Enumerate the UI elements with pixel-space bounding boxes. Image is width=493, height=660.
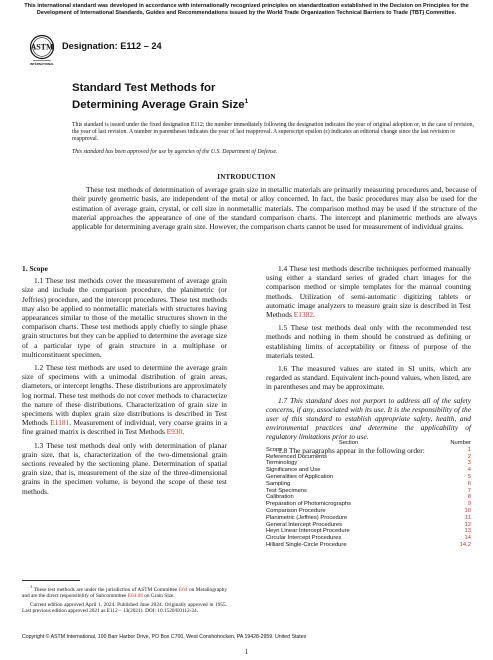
table-row	[266, 508, 471, 515]
section-table	[266, 440, 471, 549]
toc-section-number[interactable]: 9	[467, 501, 471, 508]
toc-section-name: Terminology	[266, 460, 298, 467]
link-e930[interactable]: E930	[166, 427, 183, 437]
toc-section-number[interactable]: 4	[467, 467, 471, 474]
astm-logo	[30, 33, 54, 71]
toc-section-name: Sampling	[266, 480, 291, 487]
introduction-text: These test methods of determination of average grain size in metallic materials are primarily measuring procedures and, because of their purely geometric basis, are independent of the metal or alloy concerned. In fact, the basic procedures may also be used for the estimation of average grain, crystal, or cell size in nonmetallic materials. The comparison method may be used if the structure of the material approaches the appearance of one of the standard comparison charts. The intercept and planimetric methods are always applicable for determining average grain size. However, the comparison charts cannot be used for measurement of individual grains.	[72, 185, 477, 232]
toc-section-name: Comparison Procedure	[266, 507, 326, 514]
footnote-text: on Grain Size.	[142, 593, 175, 600]
toc-section-name: Planimetric (Jeffries) Procedure	[266, 514, 348, 521]
left-column	[22, 264, 227, 500]
table-row	[266, 494, 471, 501]
svg-text:ASTM: ASTM	[30, 42, 54, 52]
footnote-edition: Current edition approved April 1, 2024. Published June 2024. Originally approved in 1955. Last previous edition approved 2021 as E112 – 13(2021). DOI: 10.1520/E0112-24.	[22, 601, 227, 614]
toc-section-name: Generalities of Application	[266, 473, 334, 480]
toc-section-number[interactable]: 10	[464, 507, 471, 514]
table-row	[266, 542, 471, 549]
introduction-heading: INTRODUCTION	[217, 173, 276, 181]
toc-section-number[interactable]: 8	[467, 494, 471, 501]
toc-section-name: Scope	[266, 446, 283, 453]
paragraph-text: 1.2 These test methods are used to determine the average grain size of specimens with a unimodal distribution of grain areas, diameters, or intercept lengths. These distributions are approximately log normal. These test methods do not cover methods to characterize the nature of these distributions. Characterization of grain size in specimens with duplex grain size distributions is described in Test Methods	[22, 363, 227, 428]
toc-section-number[interactable]: 6	[467, 480, 471, 487]
right-column	[266, 264, 471, 459]
paragraph-1-5: 1.5 These test methods deal only with the recommended test methods and nothing in them should be construed as defining or establishing limits of acceptability or fitness of purpose of the materials tested.	[266, 323, 471, 360]
paragraph-1-1: 1.1 These test methods cover the measurement of average grain size and include the comparison procedure, the planimetric (or Jeffries) procedure, and the intercept procedures. These test methods may also be applied to nonmetallic materials with structures having appearances similar to those of the metallic structures shown in the comparison charts. These test methods apply chiefly to single phase grain structures but they can be applied to determine the average size of a particular type of grain structure in a multiphase or multiconstituent specimen.	[22, 276, 227, 359]
table-row	[266, 528, 471, 535]
table-row	[266, 454, 471, 461]
table-row	[266, 522, 471, 529]
footnote-1	[22, 584, 227, 600]
table-row	[266, 460, 471, 467]
toc-section-name: Circular Intercept Procedures	[266, 535, 342, 542]
document-title	[72, 82, 372, 112]
title-line-2: Determining Average Grain Size	[72, 99, 245, 111]
link-e04[interactable]: E04	[178, 586, 188, 593]
table-row	[266, 447, 471, 454]
link-e1181[interactable]: E1181	[50, 418, 70, 428]
paragraph-1-7: 1.7 This standard does not purport to address all of the safety concerns, if any, associated with its use. It is the responsibility of the user of this standard to establish appropriate safety, health, and environmental practices and determine the applicability of regulatory limitations prior to use.	[266, 395, 471, 442]
footnote	[22, 584, 227, 616]
scope-heading: 1. Scope	[22, 264, 48, 273]
toc-section-number[interactable]: 11	[464, 514, 471, 521]
toc-section-name: General Intercept Procedures	[266, 521, 343, 528]
toc-header-number: Number	[450, 440, 471, 446]
toc-header-section: Section	[338, 440, 359, 446]
table-row	[266, 481, 471, 488]
toc-section-number[interactable]: 12	[464, 521, 471, 528]
toc-section-number[interactable]: 14.2	[459, 541, 471, 548]
svg-text:INTERNATIONAL: INTERNATIONAL	[30, 62, 54, 66]
toc-section-number[interactable]: 5	[467, 473, 471, 480]
toc-section-number[interactable]: 14	[464, 535, 471, 542]
title-line-1: Standard Test Methods for	[72, 82, 216, 94]
title-footnote-mark: 1	[244, 98, 249, 105]
toc-section-number[interactable]: 3	[467, 460, 471, 467]
defense-note: This standard has been approved for use by agencies of the U.S. Department of Defense.	[72, 149, 278, 155]
paragraph-1-4	[266, 264, 471, 319]
designation: Designation: E112 – 24	[62, 41, 162, 51]
toc-section-number[interactable]: 1	[467, 446, 471, 453]
toc-section-name: Heyn Linear Intercept Procedure	[266, 528, 350, 535]
table-row	[266, 535, 471, 542]
footnote-mark: 1	[30, 584, 33, 589]
page-number: 1	[244, 648, 249, 656]
footnote-text: These test methods are under the jurisdiction of ASTM Committee	[33, 586, 179, 593]
paragraph-text: . Measurement of individual, very coarse grains in a fine grained matrix is described in Test Methods	[22, 418, 227, 437]
toc-section-name: Calibration	[266, 494, 294, 501]
copyright: Copyright © ASTM International, 100 Barr Harbor Drive, PO Box C700, West Conshohocken, PA 19428-2959. United States	[22, 634, 307, 640]
toc-section-number[interactable]: 7	[467, 487, 471, 494]
paragraph-1-8: 1.8 The paragraphs appear in the following order:	[278, 445, 425, 455]
paragraph-1-3: 1.3 These test methods deal only with determination of planar grain size, that is, characterization of the two-dimensional grain sections revealed by the sectioning plane. Determination of spatial grain size, that is, measurement of the size of the three-dimensional grains in the specimen volume, is beyond the scope of these test methods.	[22, 440, 227, 496]
link-e04-08[interactable]: E04.08	[127, 593, 143, 600]
table-row	[266, 474, 471, 481]
issued-note: This standard is issued under the fixed designation E112; the number immediately following the designation indicates the year of original adoption or, in the case of revision, the year of last revision. A number in parentheses indicates the year of last reapproval. A superscript epsilon (ε) indicates an editorial change since the last revision or reapproval.	[72, 122, 475, 143]
paragraph-text: .	[313, 310, 315, 320]
toc-section-name: Preparation of Photomicrographs	[266, 501, 352, 508]
table-row	[266, 467, 471, 474]
table-row	[266, 501, 471, 508]
paragraph-1-2	[22, 363, 227, 437]
toc-section-name: Referenced Documents	[266, 453, 327, 460]
toc-section-number[interactable]: 13	[464, 528, 471, 535]
paragraph-text: .	[182, 427, 185, 437]
toc-section-name: Significance and Use	[266, 467, 321, 474]
footnote-text: on Metallography and are the direct responsibility of Subcommittee	[22, 586, 227, 600]
toc-section-name: Test Specimens	[266, 487, 307, 494]
wto-notice: This international standard was developed in accordance with internationally recognized principles on standardization established in the Decision on Principles for the Development of International Standards, Guides and Recommendations issued by the World Trade Organization Technical Barriers to Trade (TBT) Committee.	[24, 3, 469, 16]
table-row	[266, 488, 471, 495]
toc-section-number[interactable]: 2	[467, 453, 471, 460]
toc-section-name: Hilliard Single-Circle Procedure	[266, 541, 347, 548]
paragraph-text: 1.4 These test methods describe techniques performed manually using either a standard series of graded chart images for the comparison method or simple templates for the manual counting methods. Utilization of semi-automatic digitizing tablets or automatic image analyzers to measure grain size is described in Test Methods	[266, 264, 471, 320]
footnote-divider	[22, 580, 80, 581]
link-e1382[interactable]: E1382	[293, 310, 314, 320]
paragraph-1-6: 1.6 The measured values are stated in SI units, which are regarded as standard. Equivalent inch-pound values, when listed, are in parentheses and may be approximate.	[266, 364, 471, 392]
table-row	[266, 515, 471, 522]
